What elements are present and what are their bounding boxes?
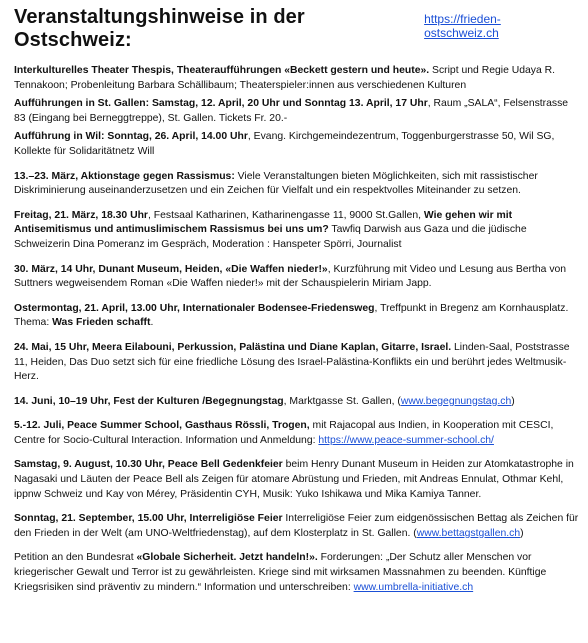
event-text: beim Henry Dunant Museum in Heiden zur Atomkatastrophe in Nagasaki und Läuten der Peace Bell als Zeigen für atomare Abrüstung und Frieden, mit Andreas Ennulat, Othmar Kehl, ippnw Schweiz und Kay von Mérey, Präsidentin CYH, Musik: Yuko Ishikawa und Mika Kamiya Tanner. [14, 459, 574, 500]
header [14, 6, 580, 52]
event-text: Viele Veranstaltungen bieten Möglichkeiten, sich mit rassistischer Diskriminierung auseinanderzusetzen und ein Zeichen für Vielfalt und ein respektvolles Miteinander zu setzen. [14, 170, 538, 197]
event-entry-fest-der-kulturen [14, 395, 580, 410]
event-text: , Festsaal Katharinen, Katharinengasse 11, 9000 St.Gallen, [147, 209, 424, 221]
event-entry-aktionstage [14, 170, 580, 199]
event-entry-interreligioese-feier [14, 512, 580, 541]
event-text: , Kurzführung mit Video und Lesung aus Bertha von Suttners wegweisendem Roman «Die Waffen nieder!» mit der Schauspielerin Miriam Japp. [14, 263, 567, 290]
event-entry-peace-bell [14, 458, 580, 502]
event-entry-antisemitismus-talk [14, 209, 580, 253]
petition-text: Forderungen: „Der Schutz aller Menschen vor kriegerischer Gewalt und Terror ist zu gewährleisten. Kriege sind mit wirksamen Massnahmen zu beenden. Künftige Kriegsrisiken sind präventiv zu mindern.“ Information und unterschreiben: [14, 552, 547, 593]
event-text: , Raum „SALA“, Felsenstrasse 83 (Eingang bei Berneggtreppe), St. Gallen. Tickets Fr. 20.- [14, 98, 569, 124]
event-heading: 14. Juni, 10–19 Uhr, Fest der Kulturen /Begegnungstag [14, 395, 284, 407]
event-entry-dunant-museum [14, 263, 580, 292]
event-heading: 30. März, 14 Uhr, Dunant Museum, Heiden, «Die Waffen nieder!» [14, 263, 328, 275]
event-entry-duo-concert [14, 341, 580, 385]
event-text: , Evang. Kirchgemeindezentrum, Toggenburgerstrasse 50, Wil SG, Kollekte für Solidaritätnetz Will [14, 131, 555, 157]
event-text: mit Rajacopal aus Indien, in Kooperation mit CESCI, Centre for Socio-Cultural Interaction. Information und Anmeldung: [14, 420, 554, 446]
event-heading: Ostermontag, 21. April, 13.00 Uhr, Internationaler Bodensee-Friedensweg [14, 302, 375, 314]
event-text: . [150, 317, 154, 329]
event-heading: Interkulturelles Theater Thespis, Theateraufführungen «Beckett gestern und heute». [14, 65, 430, 76]
petition-heading: «Globale Sicherheit. Jetzt handeln!». [136, 552, 318, 564]
event-text: , Marktgasse St. Gallen, ( [283, 395, 401, 407]
bettag-link[interactable]: www.bettagstgallen.ch [416, 527, 521, 539]
event-text: Tawfiq Darwish aus Gaza und die jüdische Schweizerin Dina Pomeranz im Gespräch, Moderation : Hanspeter Spörri, Journalist [14, 224, 527, 250]
event-entry-wil-performance [14, 130, 580, 159]
event-text: Script und Regie Udaya R. Tennakoon; Probenleitung Barbara Schällibaum; Theaterspieler:innen aus verschiedenen Kulturen [14, 65, 556, 91]
event-heading: 5.-12. Juli, Peace Summer School, Gasthaus Rössli, Trogen, [14, 420, 310, 432]
event-entry-stgallen-performances [14, 97, 580, 126]
peace-summer-school-link[interactable]: https://www.peace-summer-school.ch/ [318, 434, 494, 446]
event-subheading: Wie gehen wir mit Antisemitismus und antimuslimischem Rassismus bei uns um? [14, 209, 513, 236]
event-heading: Aufführung in Wil: Sonntag, 26. April, 14.00 Uhr [14, 131, 248, 143]
event-heading: 24. Mai, 15 Uhr, Meera Eilabouni, Perkussion, Palästina und Diane Kaplan, Gitarre, Israel. [14, 341, 452, 353]
event-text: Interreligiöse Feier zum eidgenössischen Bettag als Zeichen für den Frieden in der Welt (am UNO-Weltfriedenstag), auf dem Klosterplatz in St. Gallen. ( [14, 513, 579, 539]
petition-entry [14, 551, 580, 595]
umbrella-initiative-link[interactable]: www.umbrella-initiative.ch [353, 581, 474, 593]
event-text: , Treffpunkt in Bregenz am Kornhausplatz. Thema: [14, 302, 569, 329]
event-subheading: Was Frieden schafft [52, 317, 151, 329]
event-entry-bodensee-friedensweg [14, 302, 580, 331]
event-text: ) [511, 395, 515, 407]
petition-text: Petition an den Bundesrat [14, 552, 137, 564]
event-heading: Freitag, 21. März, 18.30 Uhr [14, 209, 148, 221]
event-text: ) [520, 527, 524, 539]
event-heading: Sonntag, 21. September, 15.00 Uhr, Interreligiöse Feier [14, 513, 283, 525]
event-text: Linden-Saal, Poststrasse 11, Heiden, Das Duo setzt sich für eine friedliche Lösung des Israel-Palästina-Konflikts ein und berührt jedes Weltmusik-Herz. [14, 341, 570, 383]
event-entry-thespis [14, 64, 580, 93]
page-title: Veranstaltungshinweise in der Ostschweiz: [14, 6, 305, 51]
begegnungstag-link[interactable]: www.begegnungstag.ch [400, 395, 512, 407]
site-link[interactable]: https://frieden-ostschweiz.ch [424, 12, 501, 40]
event-heading: Aufführungen in St. Gallen: Samstag, 12. April, 20 Uhr und Sonntag 13. April, 17 Uhr [14, 98, 428, 110]
event-entry-peace-summer-school [14, 419, 580, 448]
event-heading: Samstag, 9. August, 10.30 Uhr, Peace Bell Gedenkfeier [14, 459, 283, 471]
event-heading: 13.–23. März, Aktionstage gegen Rassismus: [14, 170, 235, 182]
